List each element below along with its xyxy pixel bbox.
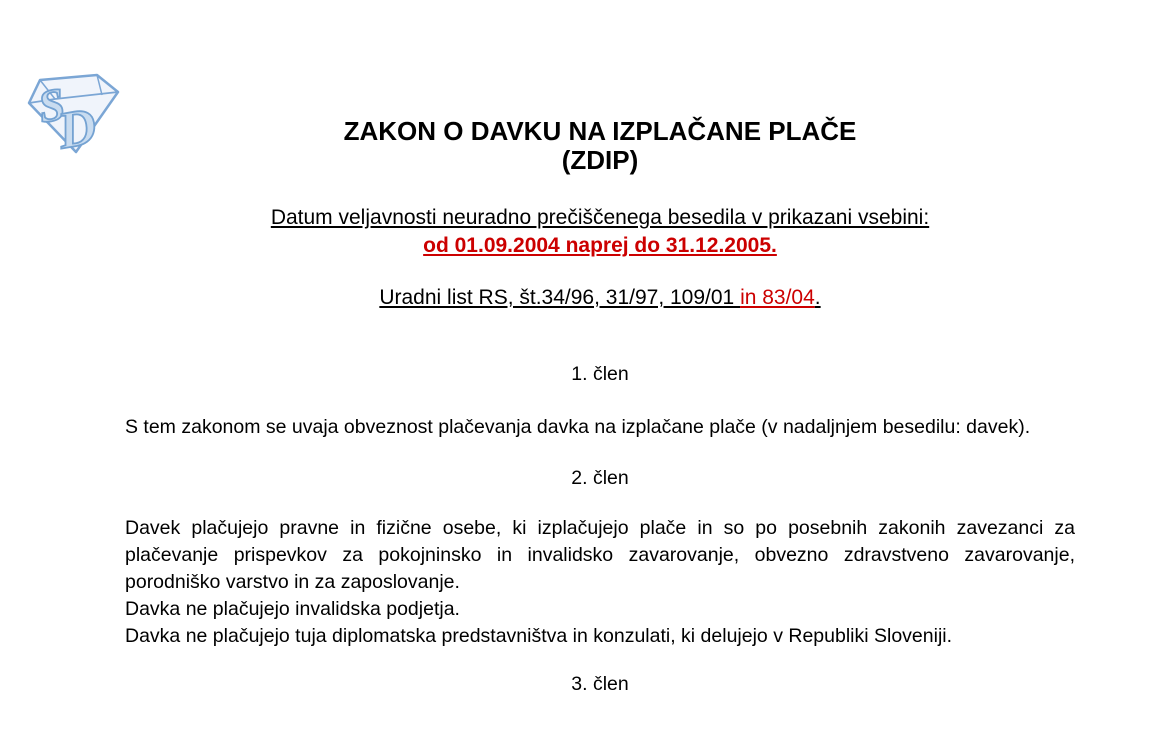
official-gazette-line: [125, 284, 1075, 312]
article-2-body: [125, 515, 1075, 650]
gazette-period: .: [814, 286, 821, 309]
gazette-ref-red: in 83/04: [740, 286, 815, 309]
page-title: [125, 117, 1075, 175]
diamond-gem-icon: [25, 71, 122, 156]
title-line-1: ZAKON O DAVKU NA IZPLAČANE PLAČE: [343, 116, 857, 146]
article-2-paragraph-2: Davka ne plačujejo invalidska podjetja.: [125, 598, 460, 620]
validity-block: [125, 204, 1075, 260]
logo-letter-s: S: [34, 77, 69, 133]
logo-letter-d: D: [53, 97, 101, 156]
article-2-paragraph-1: Davek plačujejo pravne in fizične osebe, ki izplačujejo plače in so po posebnih zakonih zavezanci za plačevanje prispevkov za pokojninsko in invalidsko zavarovanje, obvezno zdravstveno zavarovanje, porodniško varstvo in za zaposlovanje.: [125, 517, 1075, 593]
article-2-heading: 2. člen: [571, 467, 629, 489]
document-content: [0, 117, 1157, 698]
article-1-paragraph: S tem zakonom se uvaja obveznost plačevanja davka na izplačane plače (v nadaljnjem besedilu: davek).: [125, 416, 1031, 438]
gazette-refs-black: Uradni list RS, št.34/96, 31/97, 109/01: [379, 286, 741, 309]
title-line-2: (ZDIP): [561, 145, 639, 175]
article-3-heading: 3. člen: [571, 673, 629, 695]
sd-diamond-logo: [25, 71, 122, 156]
article-1-heading: 1. člen: [571, 363, 629, 385]
validity-label: Datum veljavnosti neuradno prečiščenega besedila v prikazani vsebini:: [270, 206, 930, 229]
article-2-paragraph-3: Davka ne plačujejo tuja diplomatska predstavništva in konzulati, ki delujejo v Republiki Sloveniji.: [125, 625, 953, 647]
validity-date-range: od 01.09.2004 naprej do 31.12.2005.: [423, 234, 777, 257]
